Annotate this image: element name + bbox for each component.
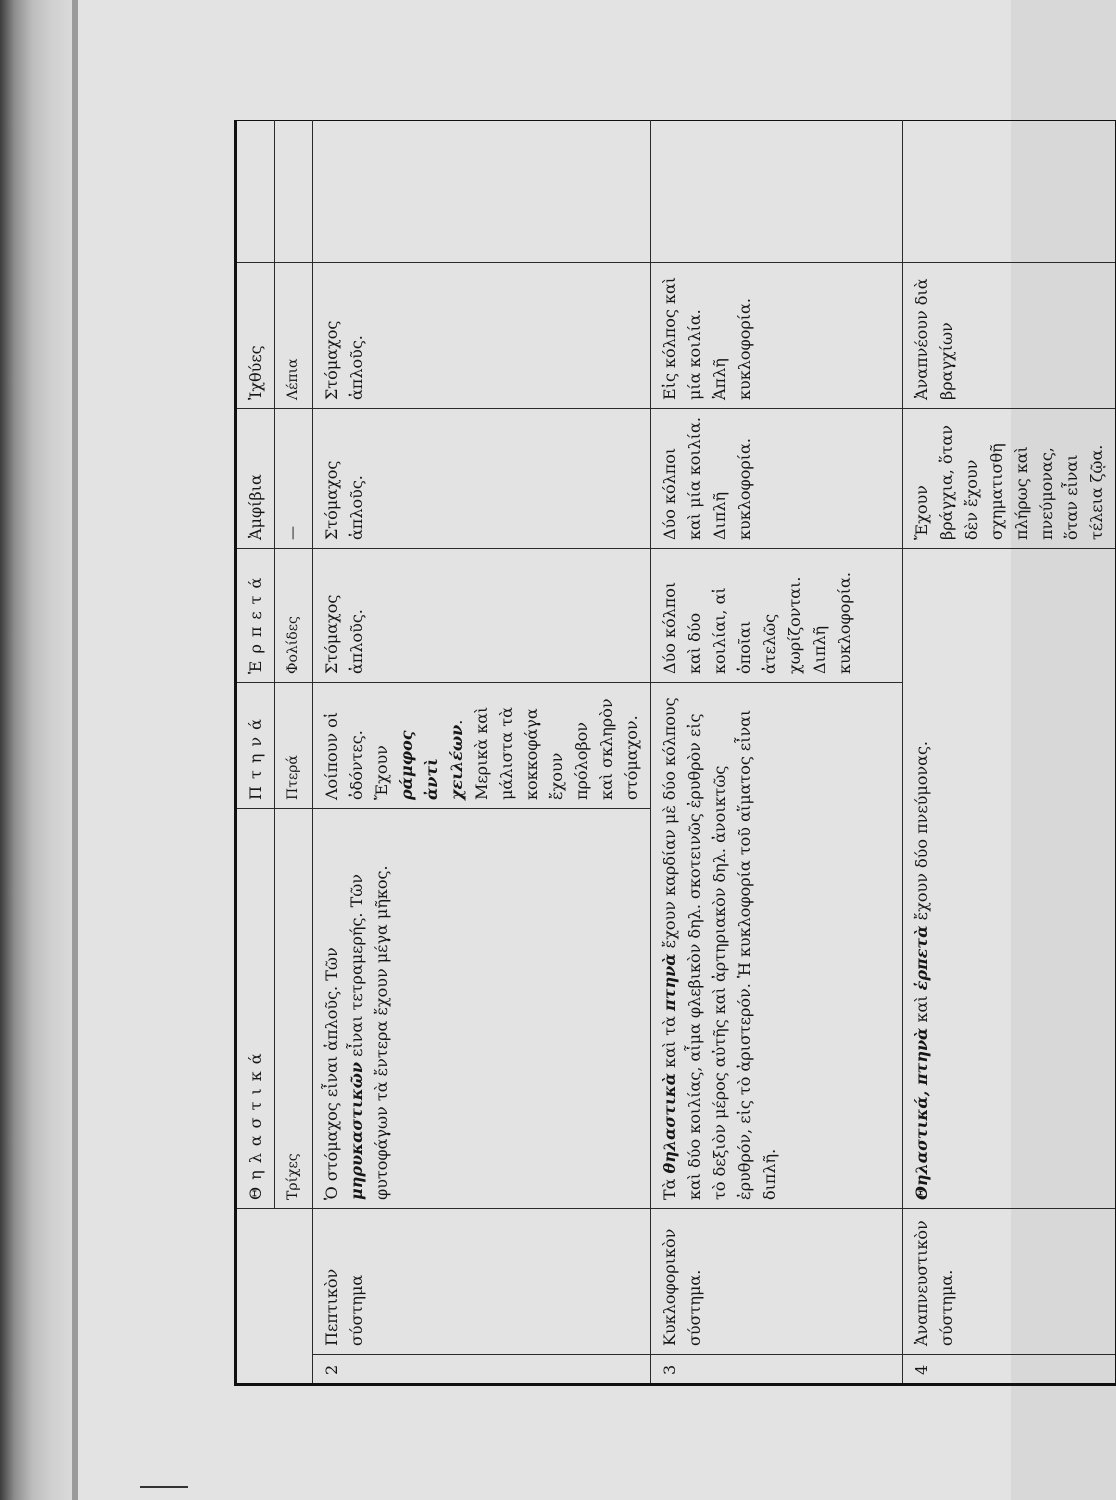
- row-3-circulatory: [651, 121, 903, 1385]
- col-header-mammals: Θηλαστικά: [236, 809, 275, 1209]
- cell-reptiles-circulatory: Δύο κόλποι καὶ δύο κοιλίαι, αἱ ὁποῖαι ἀτελῶς χωρίζονται. Διπλῆ κυκλοφορία.: [651, 549, 903, 683]
- cell-amphibians-respiratory: Ἔχουν βράγχια, ὅταν δὲν ἔχουν σχηματισθῆ πλήρως καὶ πνεύμονας, ὅταν εἶναι τέλεια ζῷα.: [903, 409, 1116, 549]
- row-2-digestive: [313, 121, 651, 1385]
- cell-amphibians-none: —: [275, 409, 313, 549]
- cell-fishes-digestive: Στόμαχος ἁπλοῦς.: [313, 263, 651, 409]
- cell-fishes-respiratory: Ἀναπνέουν διὰ βραγχίων: [903, 263, 1116, 409]
- header-empty-cell: [236, 1209, 313, 1385]
- bottom-rule: [140, 1486, 188, 1488]
- col-header-birds: Πτηνά: [236, 683, 275, 809]
- row-4-spacer: [903, 121, 1116, 263]
- cell-hair: Τρίχες: [275, 809, 313, 1209]
- col-header-amphibians: Ἀμφίβια: [236, 409, 275, 549]
- row-label: Πεπτικὸν σύστημα: [313, 1209, 651, 1355]
- header-row: [236, 121, 275, 1385]
- row-1-body-covering: [275, 121, 313, 1385]
- page-edge: [72, 0, 78, 1500]
- cell-reptiles-digestive: Στόμαχος ἁπλοῦς.: [313, 549, 651, 683]
- cell-scales-fishes: Λέπια: [275, 263, 313, 409]
- comparison-table: [234, 120, 1116, 1386]
- row-label: Κυκλοφορικὸν σύστημα.: [651, 1209, 903, 1355]
- row-label: Ἀναπνευστικὸν σύστημα.: [903, 1209, 1116, 1355]
- book-spine: [0, 0, 72, 1500]
- cell-mammals-birds-circulatory: Τὰ θηλαστικὰ καὶ τὰ πτηνὰ ἔχουν καρδίαν μὲ δύο κόλπους καὶ δύο κοιλίας, αἷμα φλεβικὸν δηλ. σκοτεινῶς ἐρυθρὸν εἰς τὸ δεξιὸν μέρος αὐτῆς καὶ ἀρτηριακὸν δηλ. ἀνοικτῶς ἐρυθρόν, εἰς τὸ ἀριστερόν. Ἡ κυκλοφορία τοῦ αἵματος εἶναι διπλῆ.: [651, 683, 903, 1209]
- row-3-spacer: [651, 121, 903, 263]
- col-header-reptiles: Ἑρπετά: [236, 549, 275, 683]
- cell-scales-reptiles: Φολίδες: [275, 549, 313, 683]
- row-1-spacer: [275, 121, 313, 263]
- row-4-respiratory: [903, 121, 1116, 1385]
- col-header-fishes: Ἰχθύες: [236, 263, 275, 409]
- cell-fishes-circulatory: Εἰς κόλπος καὶ μία κοιλία. Ἁπλῆ κυκλοφορία.: [651, 263, 903, 409]
- header-spacer: [236, 121, 275, 263]
- cell-birds-digestive: Λοίπουν οἱ ὀδόντες. Ἔχουν ράμφος ἀντὶ χειλέων. Μερικὰ καὶ μάλιστα τὰ κοκκοφάγα ἔχουν πρόλοβον καὶ σκληρὸν στόμαχον.: [313, 683, 651, 809]
- row-number: 2: [313, 1355, 651, 1385]
- row-number: 4: [903, 1355, 1116, 1385]
- cell-amphibians-digestive: Στόμαχος ἁπλοῦς.: [313, 409, 651, 549]
- rotated-table-container: [234, 122, 1106, 1386]
- cell-amphibians-circulatory: Δύο κόλποι καὶ μία κοιλία. Διπλῆ κυκλοφορία.: [651, 409, 903, 549]
- cell-feathers: Πτερά: [275, 683, 313, 809]
- cell-mammals-birds-reptiles-respiratory: Θηλαστικά, πτηνὰ καὶ ἑρπετὰ ἔχουν δύο πνεύμονας.: [903, 549, 1116, 1209]
- row-2-spacer: [313, 121, 651, 263]
- cell-mammals-digestive: Ὁ στόμαχος εἶναι ἁπλοῦς. Τῶν μηρυκαστικῶν εἶναι τετραμερής. Τῶν φυτοφάγων τὰ ἔντερα ἔχουν μέγα μῆκος.: [313, 809, 651, 1209]
- row-number: 3: [651, 1355, 903, 1385]
